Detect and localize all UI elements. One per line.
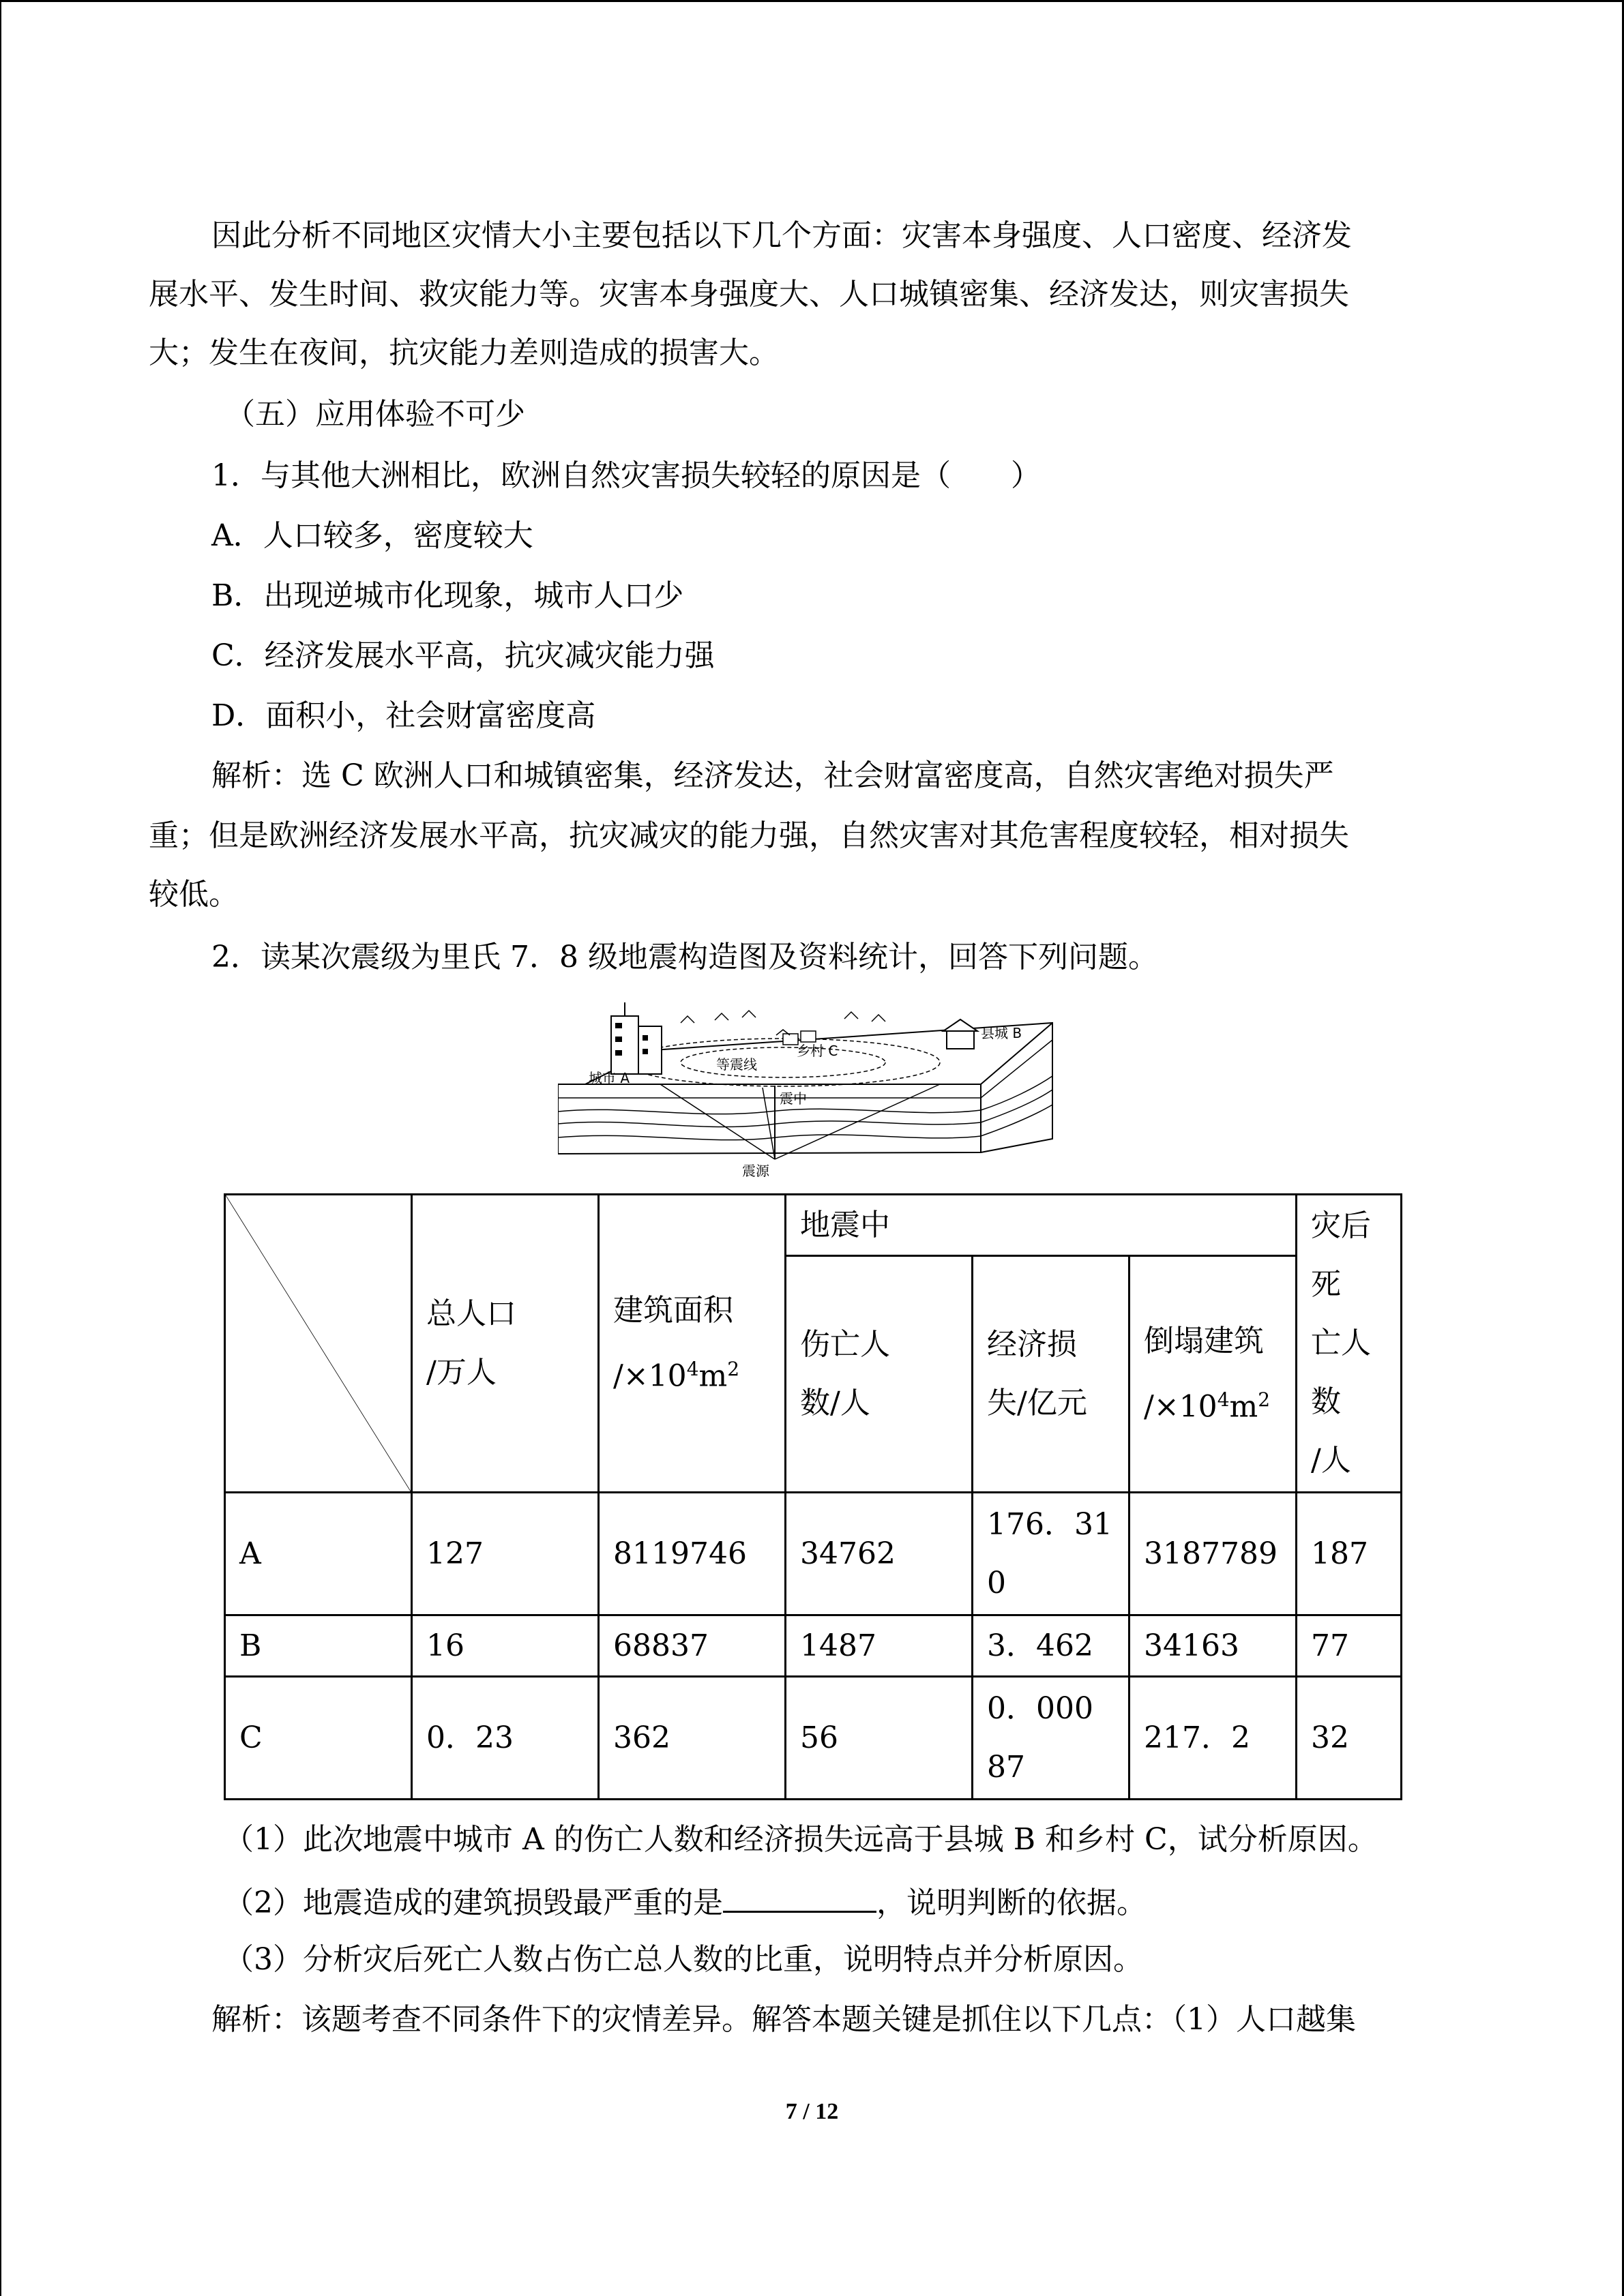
cell-collapsed: 3187789 (1130, 1493, 1297, 1615)
cell-deaths: 77 (1297, 1615, 1402, 1677)
header-economic-loss: 经济损 失/亿元 (973, 1256, 1130, 1493)
table-corner-cell (225, 1195, 412, 1493)
question-2-stem: 2．读某次震级为里氏 7．8 级地震构造图及资料统计，回答下列问题。 (211, 940, 1158, 974)
cell-population: 127 (412, 1493, 599, 1615)
analysis-line: 解析：选 C 欧洲人口和城镇密集，经济发达，社会财富密度高，自然灾害绝对损失严 (211, 758, 1334, 793)
row-label: B (225, 1615, 412, 1677)
table-row (225, 1615, 1402, 1677)
cell-deaths: 187 (1297, 1493, 1402, 1615)
cell-building-area: 68837 (599, 1615, 786, 1677)
cell-building-area: 8119746 (599, 1493, 786, 1615)
cell-economic-loss: 0．000 87 (973, 1677, 1130, 1800)
cell-collapsed: 217．2 (1130, 1677, 1297, 1800)
isoseismal-label: 等震线 (716, 1056, 757, 1073)
cell-economic-loss: 176．31 0 (973, 1493, 1130, 1615)
city-a-label: 城市 A (589, 1070, 630, 1086)
cell-casualties: 34762 (786, 1493, 973, 1615)
sub-question-1: （1）此次地震中城市 A 的伤亡人数和经济损失远高于县城 B 和乡村 C，试分析原因。 (224, 1822, 1378, 1857)
page-border-left (0, 0, 1, 2296)
statistics-table (224, 1193, 1402, 1800)
cell-deaths: 32 (1297, 1677, 1402, 1800)
paragraph-line: 大；发生在夜间，抗灾能力差则造成的损害大。 (149, 336, 779, 370)
cell-population: 16 (412, 1615, 599, 1677)
header-collapsed-buildings: 倒塌建筑 $/\times 10^4m^2$ (1130, 1256, 1297, 1493)
analysis-line: 解析：该题考查不同条件下的灾情差异。解答本题关键是抓住以下几点：（1）人口越集 (211, 2002, 1356, 2037)
sub-question-3: （3）分析灾后死亡人数占伤亡总人数的比重，说明特点并分析原因。 (224, 1942, 1143, 1977)
sub-question-2: （2）地震造成的建筑损毁最严重的是 ，说明判断的依据。 (224, 1881, 1147, 1922)
question-1-stem: 1．与其他大洲相比，欧洲自然灾害损失较轻的原因是（ ） (211, 458, 1041, 493)
table-row (225, 1493, 1402, 1615)
cell-casualties: 1487 (786, 1615, 973, 1677)
cell-collapsed: 34163 (1130, 1615, 1297, 1677)
row-label: A (225, 1493, 412, 1615)
analysis-line: 重；但是欧洲经济发展水平高，抗灾减灾的能力强，自然灾害对其危害程度较轻，相对损失 (149, 818, 1349, 853)
village-c-label: 乡村 C (797, 1043, 838, 1059)
answer-blank[interactable] (723, 1881, 876, 1913)
option-b: B．出现逆城市化现象，城市人口少 (211, 578, 684, 613)
row-label: C (225, 1677, 412, 1800)
table-row (225, 1677, 1402, 1800)
header-total-population: 总人口 /万人 (412, 1195, 599, 1493)
epicenter-label: 震中 (780, 1090, 807, 1107)
cell-building-area: 362 (599, 1677, 786, 1800)
option-d: D．面积小，社会财富密度高 (211, 698, 596, 733)
paragraph-line: 展水平、发生时间、救灾能力等。灾害本身强度大、人口城镇密集、经济发达，则灾害损失 (149, 277, 1349, 312)
page-border-top (0, 0, 1624, 2)
option-c: C．经济发展水平高，抗灾减灾能力强 (211, 638, 715, 673)
section-heading: （五）应用体验不可少 (225, 397, 525, 432)
header-post-disaster-deaths: 灾后 死 亡人 数 /人 (1297, 1195, 1402, 1493)
paragraph-line: 因此分析不同地区灾情大小主要包括以下几个方面：灾害本身强度、人口密度、经济发 (211, 218, 1352, 253)
option-a: A．人口较多，密度较大 (211, 518, 533, 553)
earthquake-structure-diagram (558, 1002, 1065, 1181)
hypocenter-label: 震源 (742, 1163, 769, 1179)
cell-population: 0．23 (412, 1677, 599, 1800)
page-number: 7 / 12 (785, 2099, 839, 2124)
analysis-line: 较低。 (149, 877, 239, 912)
cell-economic-loss: 3．462 (973, 1615, 1130, 1677)
county-b-label: 县城 B (981, 1025, 1022, 1041)
header-building-area: 建筑面积 $/\times 10^4m^2$ (599, 1195, 786, 1493)
cell-casualties: 56 (786, 1677, 973, 1800)
header-casualties: 伤亡人 数/人 (786, 1256, 973, 1493)
header-during-earthquake: 地震中 (786, 1195, 1297, 1256)
